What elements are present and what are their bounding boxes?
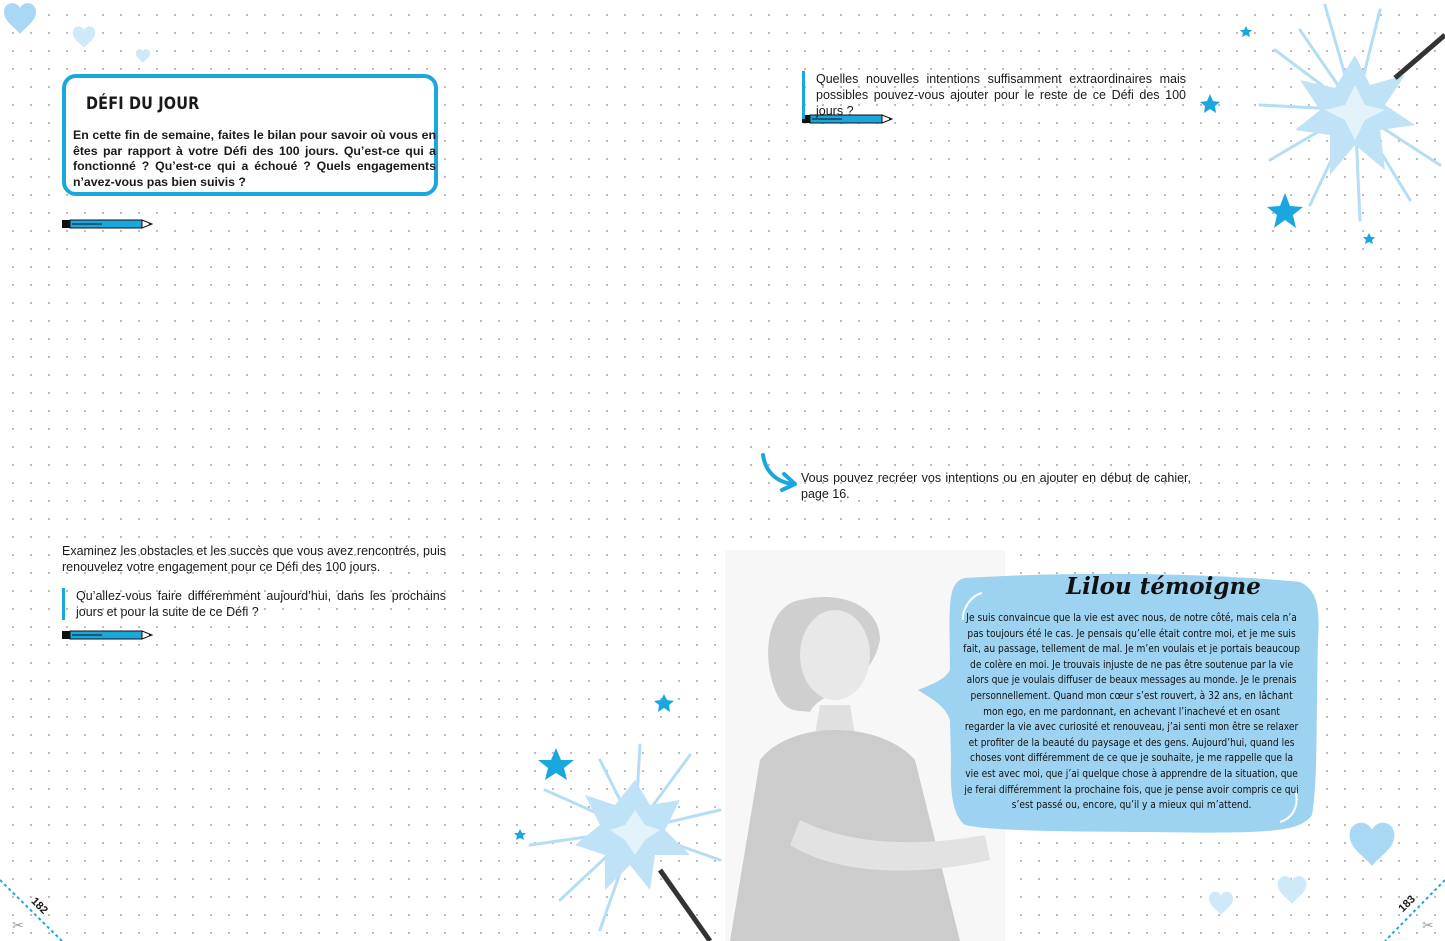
scissors-icon: ✂ (1422, 918, 1434, 934)
testimony-title: Lilou témoigne (1066, 573, 1261, 600)
arrow-note: Vous pouvez recréer vos intentions ou en ajouter en début de cahier, page 16. (801, 471, 1191, 501)
defi-text: En cette fin de semaine, faites le bilan pour savoir où vous en êtes par rapport à votre Défi des 100 jours. Qu’est-ce qui a fonctionné ? Qu’est-ce qui a échoué ? Quels engagements n’avez-vous pas bien suivis ? (73, 128, 436, 189)
star-icon (538, 748, 574, 780)
star-icon (1363, 233, 1375, 244)
corner-cut-line (1385, 880, 1445, 941)
examine-text: Examinez les obstacles et les succès que vous avez rencontrés, puis renouvelez votre engagement pour ce Défi des 100 jours. (62, 544, 446, 574)
star-icon (514, 829, 526, 840)
pencil-icon (62, 220, 152, 228)
corner-cut-line (0, 880, 62, 941)
page-number-left: 182 (28, 895, 50, 917)
heart-icon (73, 26, 95, 48)
star-icon (1240, 26, 1252, 37)
star-icon (1200, 94, 1220, 113)
heart-icon (1350, 823, 1395, 866)
testimony-text: Je suis convaincue que la vie est avec nous, de notre côté, mais cela n’a pas toujours été le cas. Je pensais qu’elle était contre moi, et je me suis fait, au passage, tellement de mal. Je m’en voulais et je portais beaucoup de colère en moi. Je trouvais injuste de ne pas être soutenue par la vie alors que je voulais diffuser de beaux messages au monde. Je le prenais personnellement. Quand mon cœur s’est rouvert, à 32 ans, en lâchant mon ego, en me pardonnant, en achevant l’inachevé et en osant regarder la vie avec curiosité et renouveau, j’ai senti mon être se relaxer et profiter de la beauté du paysage et des gens. Aujourd’hui, quand les choses vont différemment de ce que je souhaite, je me rappelle que la vie est avec moi, que j’ai quelque chose à apprendre de la situation, que je ferai différemment la prochaine fois, que je pense avoir compris ce qui s’est passé ou, encore, qu’il y a mieux qui m’attend. (963, 612, 1300, 812)
star-icon (1267, 193, 1303, 228)
heart-icon (4, 3, 36, 34)
scissors-icon: ✂ (12, 918, 24, 934)
left-question: Qu’allez-vous faire différemment aujourd’hui, dans les prochains jours et pour la suite de ce Défi ? (62, 588, 446, 620)
page-number-right: 183 (1396, 893, 1418, 915)
heart-icon (136, 49, 150, 63)
heart-icon (1209, 892, 1233, 915)
heart-icon (1278, 876, 1307, 904)
pencil-icon (62, 631, 152, 639)
sparkler-icon (1260, 5, 1445, 220)
star-icon (654, 694, 674, 712)
right-question: Quelles nouvelles intentions suffisamment extraordinaires mais possibles pouvez-vous ajouter pour le reste de ce Défi des 100 jours ? (802, 71, 1186, 119)
defi-title: DÉFI DU JOUR (86, 94, 200, 114)
